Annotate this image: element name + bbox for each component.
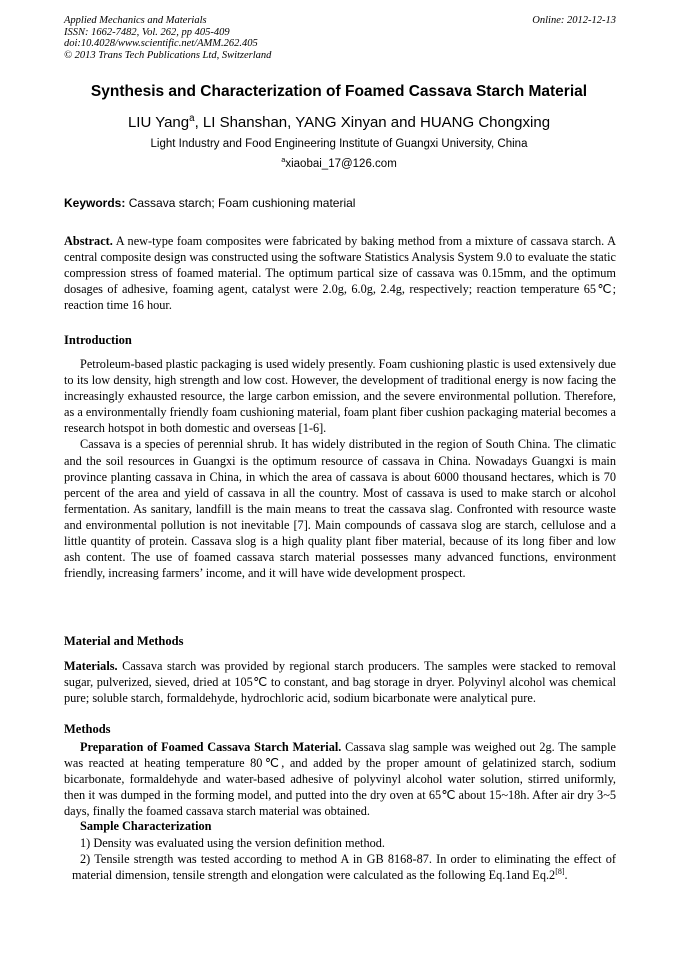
materials-text: Cassava starch was provided by regional starch producers. The samples were stacked to removal sugar, pulverized, sieved, dried at 105℃ to constant, and bag storage in dryer. Polyvinyl alcohol was chemical pure; soluble starch, formaldehyde, hydrochloric acid, sodium bicarbonate were analytical pure. bbox=[64, 659, 616, 706]
other-authors: , LI Shanshan, YANG Xinyan and HUANG Chongxing bbox=[194, 114, 551, 131]
list-item-tensile: 2) Tensile strength was tested according to method A in GB 8168-87. In order to eliminating the effect of material dimension, tensile strength and elongation were calculated as the following Eq.1and Eq.2[8]. bbox=[72, 852, 616, 883]
preparation-label: Preparation of Foamed Cassava Starch Material. bbox=[80, 740, 342, 754]
list-item-density: 1) Density was evaluated using the version definition method. bbox=[80, 836, 385, 850]
characterization-list bbox=[64, 835, 616, 883]
author-list bbox=[0, 114, 678, 131]
journal-name: Applied Mechanics and Materials bbox=[64, 15, 207, 26]
preparation-text: Cassava slag sample was weighed out 2g. The sample was reacted at heating temperature 80℃, and added by the proper amount of gelatinized starch, sodium bicarbonate, formaldehyde and water-based adhesive of polyvinyl alcohol water solution, stirred uniformly, then it was dumped in the forming model, and putted into the dry oven at 65℃ about 15~18h. After air dry 3~5 days, finally the foamed cassava starch material was obtained. bbox=[64, 740, 616, 819]
first-author: LIU Yang bbox=[127, 114, 190, 131]
sample-characterization-heading: Sample Characterization bbox=[80, 819, 212, 833]
email-superscript: a bbox=[281, 155, 286, 165]
citation-superscript: [8] bbox=[555, 867, 565, 877]
journal-issn: ISSN: 1662-7482, Vol. 262, pp 405-409 bbox=[64, 26, 230, 38]
email-address: xiaobai_17@126.com bbox=[285, 158, 397, 170]
intro-paragraph-1: Petroleum-based plastic packaging is used widely presently. Foam cushioning plastic is used extensively due to its low density, high strength and low cost. However, the development of traditional energy is now facing the increasingly exhausted resource, the large carbon emission, and the severe environmental pollution. Therefore, as a environmentally friendly foam cushioning material, foam plant fiber cushion packaging material becomes a research hotspot in both domestic and overseas [1-6]. bbox=[64, 357, 616, 436]
affiliation: Light Industry and Food Engineering Institute of Guangxi University, China bbox=[150, 138, 528, 150]
journal-doi: doi:10.4028/www.scientific.net/AMM.262.405 bbox=[64, 38, 258, 49]
intro-paragraph-2: Cassava is a species of perennial shrub. It has widely distributed in the region of South China. The climatic and the soil resources in Guangxi is the optimum resource of cassava in China. Nowadays Guangxi is main province planting cassava in China, in which the area of cassava is about 6000 thousand hectares, which is 70 percent of the area and yield of cassava in all the country. Most of cassava is used to make starch or alcohol fermentation. As sanitary, landfill is the main means to treat the cassava slag. Confronted with resource waste and environmental pollution is not inevitable [7]. Main compounds of cassava slog are starch, cellulose and a little quantity of protein. Cassava slog is a high quality plant fiber material, because of its long fiber and low ash content. The use of foamed cassava starch material possesses many advanced functions, environment friendly, increasing farmers’ income, and it will have wide development prospect. bbox=[64, 437, 616, 581]
journal-copyright: © 2013 Trans Tech Publications Ltd, Switzerland bbox=[64, 49, 272, 61]
section-heading-introduction: Introduction bbox=[64, 333, 132, 347]
online-date: Online: 2012-12-13 bbox=[532, 15, 616, 26]
methods-subheading: Methods bbox=[64, 722, 111, 736]
paper-title: Synthesis and Characterization of Foamed Cassava Starch Material bbox=[90, 83, 588, 100]
abstract-text: A new-type foam composites were fabricated by baking method from a mixture of cassava starch. A central composite design was constructed using the software Statistics Analysis System 9.0 to evaluate the static compression stress of foamed material. The optimum partical size of cassava was 0.15mm, and the optimum dosages of adhesive, foaming agent, catalyst were 2.0g, 6.0g, 2.4g, respectively; reaction temperature 65℃; reaction time 16 hour. bbox=[64, 234, 616, 313]
author-superscript: a bbox=[189, 113, 195, 124]
section-heading-methods: Material and Methods bbox=[64, 634, 184, 648]
introduction-body bbox=[64, 356, 616, 581]
keywords-text: Cassava starch; Foam cushioning material bbox=[125, 196, 356, 210]
keywords bbox=[64, 196, 616, 210]
author-email bbox=[0, 155, 678, 170]
materials-label: Materials. bbox=[64, 659, 118, 673]
abstract-label: Abstract. bbox=[64, 234, 113, 248]
journal-header bbox=[64, 15, 616, 61]
keywords-label: Keywords: bbox=[64, 196, 126, 210]
materials-paragraph bbox=[64, 658, 616, 706]
abstract bbox=[64, 233, 616, 313]
preparation-paragraph bbox=[64, 739, 616, 819]
